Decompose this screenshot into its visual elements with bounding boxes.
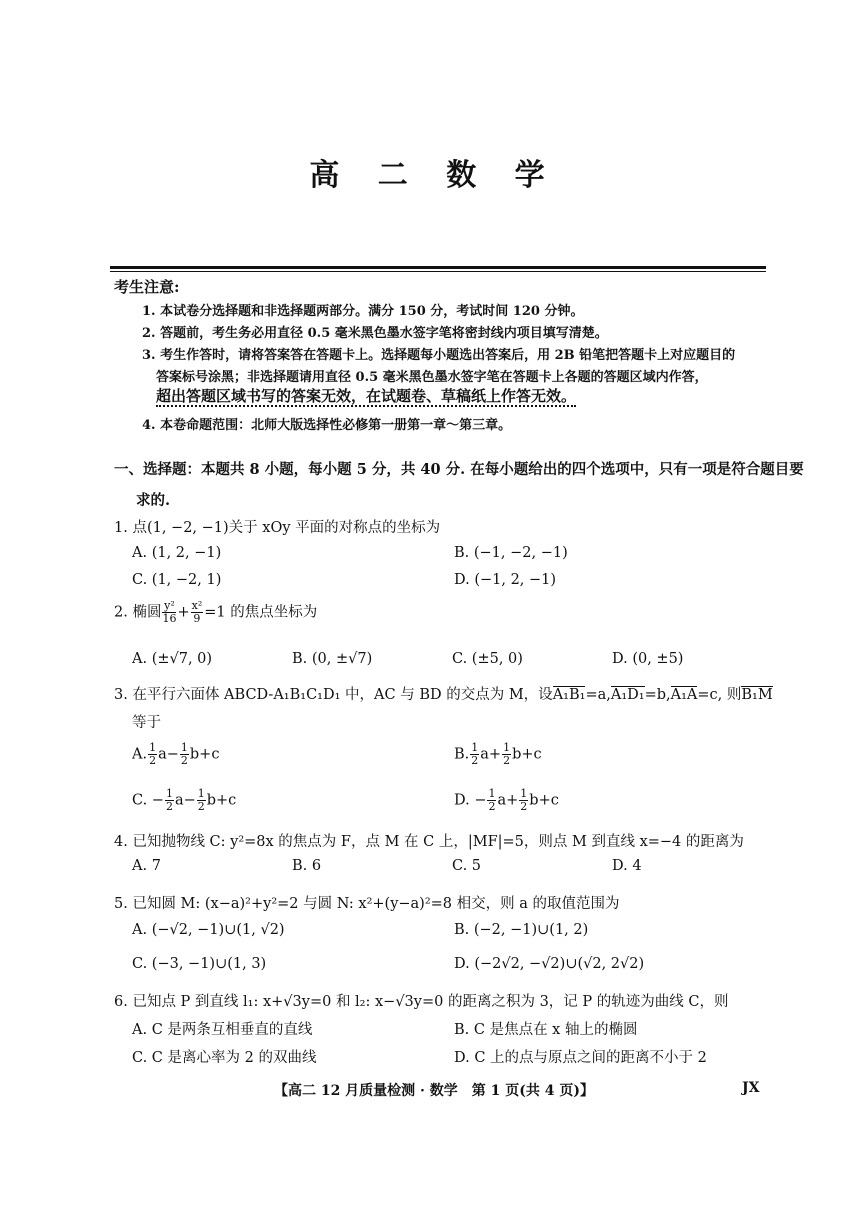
- term: b+c: [512, 746, 542, 763]
- question-2-option-a: A. (±√7, 0): [132, 651, 213, 667]
- frac-den: 2: [471, 754, 479, 767]
- question-5-option-b: B. (−2, −1)∪(1, 2): [454, 922, 589, 938]
- fraction-half: [148, 742, 157, 767]
- option-label: C. −: [132, 792, 164, 809]
- notice-item-4: 4. 本卷命题范围：北师大版选择性必修第一册第一章～第三章。: [142, 418, 512, 433]
- question-1-option-d: D. (−1, 2, −1): [454, 572, 557, 588]
- frac-den: 2: [503, 754, 511, 767]
- question-2-option-b: B. (0, ±√7): [292, 651, 373, 667]
- frac-den: 2: [520, 800, 528, 813]
- vector-a1d1: A₁D₁: [610, 687, 645, 703]
- question-3-stem-cont: 等于: [132, 715, 161, 731]
- notice-item-3-cont: 答案标号涂黑；非选择题请用直径 0.5 毫米黑色墨水签字笔在答题卡上各题的答题区域内作答，: [156, 370, 708, 385]
- frac-num: 1: [165, 787, 173, 800]
- question-5-option-d: D. (−2√2, −√2)∪(√2, 2√2): [454, 956, 645, 972]
- term: b+c: [206, 792, 237, 809]
- question-6-stem: 6. 已知点 P 到直线 l₁: x+√3y=0 和 l₂: x−√3y=0 的距离之积为 3，记 P 的轨迹为曲线 C，则: [114, 994, 729, 1010]
- term: a+: [480, 746, 502, 763]
- fraction-x2-9: [191, 600, 204, 625]
- eq-c: =c, 则: [697, 687, 742, 703]
- page-title: 高 二 数 学: [309, 158, 559, 193]
- term: b+c: [529, 792, 559, 809]
- frac-num: 1: [488, 787, 496, 800]
- question-2-pre: 2. 椭圆: [114, 604, 162, 621]
- question-3-stem: [114, 683, 773, 704]
- plus-sign: +: [177, 604, 190, 621]
- term: a+: [497, 792, 519, 809]
- question-6-option-c: C. C 是离心率为 2 的双曲线: [132, 1050, 317, 1066]
- question-1-option-b: B. (−1, −2, −1): [454, 545, 568, 561]
- question-3-option-b: [454, 742, 542, 767]
- section-heading: 一、选择题：本题共 8 小题，每小题 5 分，共 40 分. 在每小题给出的四个选项中，只有一项是符合题目要: [114, 461, 804, 478]
- question-4-stem: 4. 已知抛物线 C: y²=8x 的焦点为 F，点 M 在 C 上，|MF|=5，则点 M 到直线 x=−4 的距离为: [114, 834, 744, 850]
- term: b+c: [189, 746, 220, 763]
- question-3-option-d: [454, 788, 559, 813]
- fraction-half: [519, 788, 528, 813]
- question-3-pre: 3. 在平行六面体 ABCD-A₁B₁C₁D₁ 中，AC 与 BD 的交点为 M，设: [114, 687, 553, 703]
- fraction-half: [470, 742, 479, 767]
- notice-item-1: 1. 本试卷分选择题和非选择题两部分。满分 150 分，考试时间 120 分钟。: [142, 304, 584, 319]
- question-4-option-a: A. 7: [132, 858, 161, 874]
- option-label: A.: [132, 746, 148, 763]
- question-4-option-d: D. 4: [612, 858, 642, 874]
- eq-a: =a,: [585, 687, 611, 703]
- fraction-half: [502, 742, 511, 767]
- header-rule-thick: [110, 266, 766, 269]
- fraction-half: [487, 788, 496, 813]
- question-5-option-a: A. (−√2, −1)∪(1, √2): [132, 922, 285, 938]
- frac-num: 1: [149, 741, 157, 754]
- header-rule-thin: [110, 271, 766, 272]
- vector-a1a: A₁A: [670, 687, 698, 703]
- question-1-option-c: C. (1, −2, 1): [132, 572, 222, 588]
- fraction-half: [180, 742, 189, 767]
- frac-num: 1: [471, 741, 479, 754]
- term: a−: [158, 746, 179, 763]
- footer-code: JX: [742, 1080, 760, 1096]
- frac-den: 2: [149, 754, 157, 767]
- fraction-half: [165, 788, 174, 813]
- frac-den: 2: [180, 754, 188, 767]
- frac-den: 16: [162, 612, 177, 625]
- notice-item-3: 3. 考生作答时，请将答案答在答题卡上。选择题每小题选出答案后，用 2B 铅笔把答题卡上对应题目的: [142, 348, 736, 363]
- question-4-option-c: C. 5: [452, 858, 482, 874]
- frac-den: 9: [193, 612, 201, 625]
- question-2-option-d: D. (0, ±5): [612, 651, 684, 667]
- option-label: B.: [454, 746, 470, 763]
- question-6-option-d: D. C 上的点与原点之间的距离不小于 2: [454, 1050, 707, 1066]
- question-3-option-a: [132, 742, 219, 767]
- notice-emphasis-text: 超出答题区域书写的答案无效，在试题卷、草稿纸上作答无效。: [156, 387, 577, 405]
- question-6-option-a: A. C 是两条互相垂直的直线: [132, 1022, 313, 1038]
- question-6-option-b: B. C 是焦点在 x 轴上的椭圆: [454, 1022, 638, 1038]
- eq-b: =b,: [644, 687, 671, 703]
- frac-den: 2: [197, 800, 205, 813]
- question-2-option-c: C. (±5, 0): [452, 651, 523, 667]
- frac-den: 2: [488, 800, 496, 813]
- frac-num: 1: [503, 741, 511, 754]
- term: a−: [174, 792, 196, 809]
- question-5-stem: 5. 已知圆 M: (x−a)²+y²=2 与圆 N: x²+(y−a)²=8 相交，则 a 的取值范围为: [114, 896, 620, 912]
- frac-num: y²: [164, 599, 175, 612]
- question-2-stem: [114, 600, 317, 625]
- notice-heading: 考生注意:: [114, 278, 180, 296]
- section-heading-cont: 求的.: [136, 492, 171, 509]
- page-footer: 【高二 12 月质量检测 · 数学 第 1 页(共 4 页)】: [273, 1083, 595, 1099]
- question-2-post: =1 的焦点坐标为: [204, 604, 318, 621]
- notice-item-2: 2. 答题前，考生务必用直径 0.5 毫米黑色墨水签字笔将密封线内项目填写清楚。: [142, 326, 608, 341]
- question-4-option-b: B. 6: [292, 858, 322, 874]
- frac-num: x²: [191, 599, 203, 612]
- question-1-option-a: A. (1, 2, −1): [132, 545, 222, 561]
- frac-den: 2: [165, 800, 173, 813]
- vector-a1b1: A₁B₁: [552, 687, 586, 703]
- fraction-half: [197, 788, 206, 813]
- vector-b1m: B₁M: [741, 687, 773, 703]
- question-1-stem: 1. 点(1, −2, −1)关于 xOy 平面的对称点的坐标为: [114, 520, 441, 536]
- notice-emphasis: [156, 385, 576, 406]
- question-5-option-c: C. (−3, −1)∪(1, 3): [132, 956, 267, 972]
- frac-num: 1: [197, 787, 205, 800]
- fraction-y2-16: [162, 600, 176, 625]
- frac-num: 1: [180, 741, 188, 754]
- question-3-option-c: [132, 788, 236, 813]
- frac-num: 1: [520, 787, 528, 800]
- option-label: D. −: [454, 792, 487, 809]
